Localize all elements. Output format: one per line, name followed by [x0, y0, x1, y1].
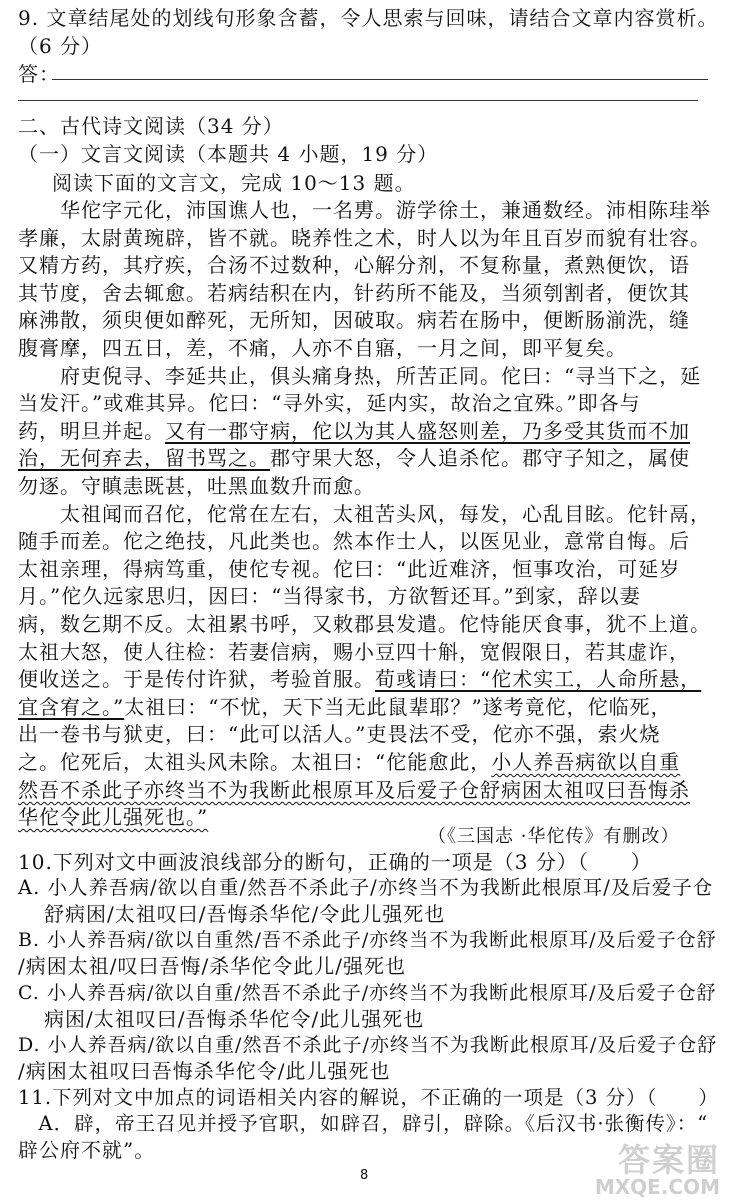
watermark-logo: [576, 1131, 726, 1201]
passage-line: [18, 334, 627, 362]
passage-line: [18, 776, 690, 804]
passage-text: 当发汗。”或难其异。佗曰：“寻外实，延内实，故治之宜殊。”即各与: [18, 391, 641, 415]
passage-line: [18, 224, 711, 252]
q10-option-b: B. 小人养吾病/欲以自重然/吾不杀此子/亦终当不为我断此根原耳/及后爱子仓舒: [18, 929, 717, 951]
passage-text: 药，明旦并起。: [18, 419, 165, 443]
answer-line-1: [52, 79, 708, 80]
answer-line-2: [18, 100, 698, 101]
passage-text: 太祖曰：“不忧，天下当无此鼠辈耶？”遂考竟佗，佗临死，: [124, 695, 672, 719]
passage-text: 月。”佗久远家思归，因曰：“当得家书，方欲暂还耳。”到家，辞以妻: [18, 584, 641, 608]
passage-line: [18, 472, 375, 500]
passage-text: 麻沸散，须臾便如醉死，无所知，因破取。病若在肠中，便断肠湔洗，缝: [18, 308, 690, 332]
passage-text: 便收送之。于是传付许狱，考验首服。: [18, 667, 375, 691]
passage-line: [18, 748, 680, 776]
wavy-underlined-text: 小人养吾病欲以自重: [491, 750, 681, 774]
watermark-url: MXQE.COM: [594, 1175, 720, 1199]
passage-text: 太祖亲理，得病笃重，使佗专视。佗曰：“此近难济，恒事攻治，可延岁: [18, 557, 681, 581]
passage-line: [18, 638, 690, 666]
passage-line: [18, 693, 672, 721]
passage-line: [18, 196, 711, 224]
q10-stem: 10.下列对文中画波浪线部分的断句，正确的一项是（3 分）（ ）: [18, 850, 652, 874]
q9-line2: （6 分）: [18, 34, 103, 58]
passage-line: [18, 279, 690, 307]
section-title: 二、古代诗文阅读（34 分）: [18, 114, 284, 138]
q11-option-a-cont: 辟公府不就”。: [18, 1138, 156, 1162]
page-number: 8: [360, 1168, 369, 1183]
q10-option-b-cont: /病困太祖/叹曰吾悔/杀华佗令此儿/强死也: [18, 954, 406, 978]
q10-option-a: A. 小人养吾病/欲以自重/然吾不杀此子/亦终当不为我断此根原耳/及后爱子仓: [18, 876, 714, 899]
passage-text: 太祖大怒，使人往检：若妻信病，赐小豆四十斛，宽假限日，若其虚诈，: [18, 640, 690, 664]
wavy-underlined-text: 然吾不杀此子亦终当不为我断此根原耳及后爱子仓舒病困太祖叹曰吾悔杀: [18, 778, 690, 802]
passage-text: 腹膏摩，四五日，差，不痛，人亦不自寤，一月之间，即平复矣。: [18, 336, 627, 360]
passage-text: 勿逐。守瞋恚既甚，吐黑血数升而愈。: [18, 474, 375, 498]
passage-line: [18, 417, 690, 445]
passage-text: 之。佗死后，太祖头风未除。太祖曰：“佗能愈此，: [18, 750, 492, 774]
passage-text: 太祖闻而召佗，佗常在左右，太祖苦头风，每发，心乱目眩。佗针鬲，: [18, 502, 711, 526]
passage-text: 其节度，舍去辄愈。若病结积在内，针药所不能及，当须刳割者，便饮其: [18, 281, 690, 305]
passage-line: [18, 665, 701, 693]
underlined-text: 荀彧请曰：“佗术实工，人命所悬，: [375, 667, 702, 691]
watermark-text: 答案圈: [617, 1141, 720, 1179]
passage-line: [18, 527, 690, 555]
passage-text: 病，数乞期不反。太祖累书呼，又敕郡县发遣。佗恃能厌食事，犹不上道。: [18, 612, 711, 636]
q9-line1: 9. 文章结尾处的划线句形象含蓄，令人思索与回味，请结合文章内容赏析。: [18, 6, 719, 30]
passage-text: 华佗字元化，沛国谯人也，一名旉。游学徐土，兼通数经。沛相陈珪举: [18, 198, 711, 222]
source-citation: （《三国志 ·华佗传》有删改）: [428, 826, 680, 847]
passage-line: [18, 389, 641, 417]
passage-text: 孝廉，太尉黄琬辟，皆不就。晓养性之术，时人以为年且百岁而貌有壮容。: [18, 226, 711, 250]
underlined-text: 治，无何弃去，留书骂之。: [18, 446, 270, 470]
wavy-underlined-text: 华佗令此儿强死也。”: [18, 805, 209, 829]
passage-text: 又精方药，其疗疾，合汤不过数种，心解分剂，不复称量，煮熟便饮，语: [18, 253, 690, 277]
q10-option-d-cont: /病困太祖叹曰吾悔杀华佗令/此儿强死也: [18, 1059, 391, 1083]
passage-line: [18, 582, 641, 610]
passage-line: [18, 555, 680, 583]
passage-line: [18, 362, 701, 390]
passage-line: [18, 720, 660, 748]
passage-line: [18, 306, 690, 334]
q10-option-c-cont: 病困/太祖叹曰/吾悔杀华佗令/此儿强死也: [44, 1007, 425, 1031]
passage-text: 府吏倪寻、李延共止，俱头痛身热，所苦正同。佗曰：“寻当下之，延: [18, 364, 702, 388]
answer-label: 答：: [18, 62, 60, 86]
passage-text: 郡守果大怒，令人追杀佗。郡守子知之，属使: [270, 446, 690, 470]
q10-option-c: C. 小人养吾病/欲以自重/然吾不杀此子/亦终当不为我断此根原耳/及后爱子仓舒: [18, 982, 717, 1004]
passage-line: [18, 500, 711, 528]
passage-line: [18, 803, 208, 831]
passage-line: [18, 444, 690, 472]
underlined-text: 又有一郡守病，佗以为其人盛怒则差，乃多受其货而不加: [165, 419, 690, 443]
subsection-title: （一）文言文阅读（本题共 4 小题，19 分）: [18, 142, 439, 166]
passage-text: 随手而差。佗之绝技，凡此类也。然本作士人，以医见业，意常自悔。后: [18, 529, 690, 553]
q11-stem: 11.下列对文中加点的词语相关内容的解说，不正确的一项是（3 分）（ ）: [18, 1086, 719, 1109]
reading-instruction: 阅读下面的文言文，完成 10～13 题。: [52, 171, 416, 195]
passage-line: [18, 251, 690, 279]
q11-option-a: A．辟，帝王召见并授予官职，如辟召，辟引，辟除。《后汉书·张衡传》：“: [18, 1112, 709, 1135]
q10-option-d: D. 小人养吾病/欲以自重/然吾不杀此子/亦终当不为我断此根原耳/及后爱子仓舒: [18, 1034, 718, 1056]
underlined-text: 宜含宥之。”: [18, 695, 125, 719]
q10-option-a-cont: 舒病困/太祖叹曰/吾悔杀华佗/令此儿强死也: [44, 902, 446, 926]
passage-line: [18, 610, 711, 638]
passage-text: 出一卷书与狱吏，曰：“此可以活人。”吏畏法不受，佗亦不强，索火烧: [18, 722, 661, 746]
